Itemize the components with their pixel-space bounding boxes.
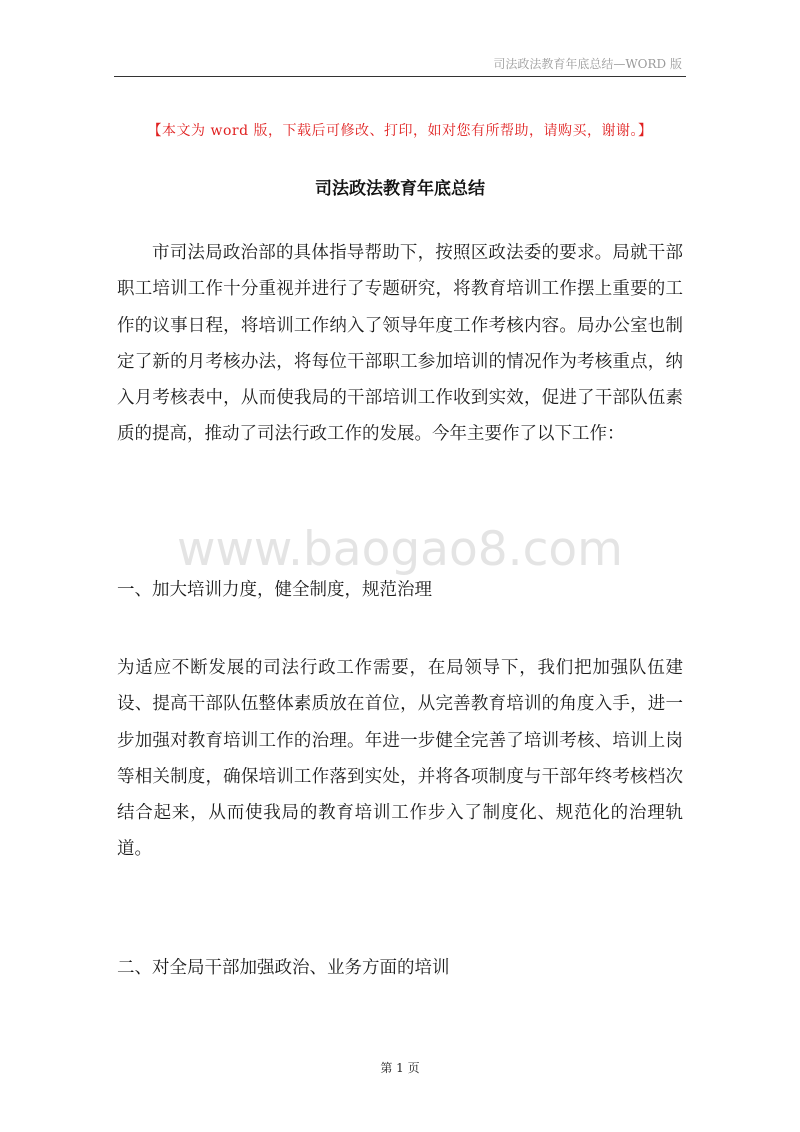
- header-divider: [114, 76, 686, 77]
- header-title: 司法政法教育年底总结—WORD 版: [493, 57, 682, 71]
- section-1-paragraph: 为适应不断发展的司法行政工作需要，在局领导下，我们把加强队伍建设、提高干部队伍整体素质放在首位，从完善教育培训的角度入手，进一步加强对教育培训工作的治理。年进一步健全完善了培训考核、培训上岗等相关制度，确保培训工作落到实处，并将各项制度与干部年终考核档次结合起来，从而使我局的教育培训工作步入了制度化、规范化的治理轨道。: [117, 658, 683, 860]
- document-title: 司法政法教育年底总结: [315, 179, 485, 199]
- watermark: www.baogao8.com: [177, 522, 623, 577]
- page-number: 第 1 页: [380, 1061, 420, 1075]
- intro-paragraph: 市司法局政治部的具体指导帮助下，按照区政法委的要求。局就干部职工培训工作十分重视并进行了专题研究，将教育培训工作摆上重要的工作的议事日程，将培训工作纳入了领导年度工作考核内容。局办公室也制定了新的月考核办法，将每位干部职工参加培训的情况作为考核重点，纳入月考核表中，从而使我局的干部培训工作收到实效，促进了干部队伍素质的提高，推动了司法行政工作的发展。今年主要作了以下工作：: [117, 243, 683, 445]
- section-heading-2: 二、对全局干部加强政治、业务方面的培训: [117, 958, 450, 978]
- section-heading-1: 一、加大培训力度，健全制度，规范治理: [117, 580, 432, 600]
- purchase-notice: 【本文为 word 版，下载后可修改、打印，如对您有所帮助，请购买，谢谢。】: [147, 123, 653, 139]
